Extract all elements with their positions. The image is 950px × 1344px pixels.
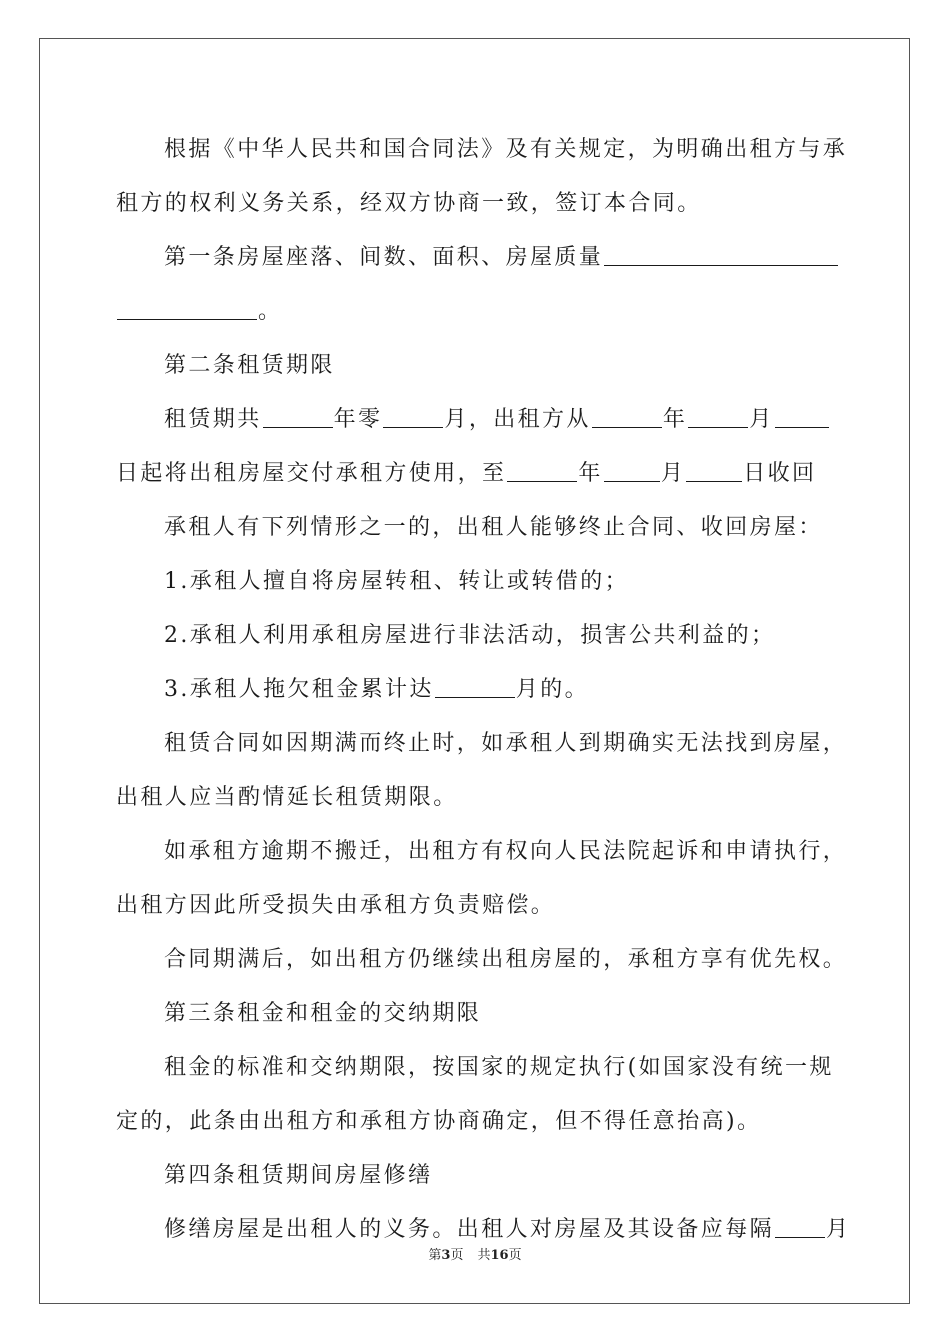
blank-field-start-day[interactable]	[775, 405, 829, 428]
blank-field-overdue-months[interactable]	[435, 675, 515, 698]
blank-field-start-year[interactable]	[592, 405, 662, 428]
termination-conditions: 承租人有下列情形之一的，出租人能够终止合同、收回房屋：	[164, 515, 823, 540]
condition-item-3: 3.承租人拖欠租金累计达 月的。	[164, 677, 589, 702]
page-footer: 第3页 共16页	[428, 1248, 522, 1263]
overdue-paragraph-line-1: 如承租方逾期不搬迁，出租方有权向人民法院起诉和申请执行，	[164, 839, 848, 864]
blank-field-end-day[interactable]	[686, 459, 742, 482]
blank-field-house-details[interactable]	[604, 243, 838, 266]
condition-item-2: 2.承租人利用承租房屋进行非法活动，损害公共利益的；	[164, 623, 776, 648]
overdue-paragraph-line-2: 出租方因此所受损失由承租方负责赔偿。	[116, 893, 556, 918]
article-2-heading: 第二条租赁期限	[164, 353, 335, 378]
rent-paragraph-line-2: 定的，此条由出租方和承租方协商确定，但不得任意抬高)。	[116, 1109, 762, 1134]
blank-field-end-month[interactable]	[604, 459, 660, 482]
repair-paragraph-line-1: 修缮房屋是出租人的义务。出租人对房屋及其设备应每隔 月	[164, 1217, 851, 1242]
priority-paragraph: 合同期满后，如出租方仍继续出租房屋的，承租方享有优先权。	[164, 947, 848, 972]
article-4-heading: 第四条租赁期间房屋修缮	[164, 1163, 433, 1188]
paragraph-intro-line-2: 租方的权利义务关系，经双方协商一致，签订本合同。	[116, 191, 702, 216]
paragraph-intro-line-1: 根据《中华人民共和国合同法》及有关规定，为明确出租方与承	[164, 137, 848, 162]
condition-item-1: 1.承租人擅自将房屋转租、转让或转借的；	[164, 569, 629, 594]
lease-term-line-2: 日起将出租房屋交付承租方使用，至 年 月 日收回	[116, 461, 817, 486]
article-1-heading: 第一条房屋座落、间数、面积、房屋质量	[164, 234, 839, 282]
blank-field-start-month[interactable]	[688, 405, 748, 428]
blank-field-end-year[interactable]	[507, 459, 577, 482]
article-1-line-2: 。	[116, 288, 282, 336]
blank-field-years[interactable]	[263, 405, 333, 428]
blank-field-house-details-cont[interactable]	[117, 297, 257, 320]
blank-field-repair-interval[interactable]	[775, 1215, 825, 1238]
article-3-heading: 第三条租金和租金的交纳期限	[164, 1001, 482, 1026]
current-page-number: 3	[441, 1248, 451, 1263]
expiry-paragraph-line-2: 出租人应当酌情延长租赁期限。	[116, 785, 458, 810]
expiry-paragraph-line-1: 租赁合同如因期满而终止时，如承租人到期确实无法找到房屋，	[164, 731, 848, 756]
blank-field-months[interactable]	[383, 405, 443, 428]
total-pages-number: 16	[490, 1248, 509, 1263]
lease-term-line-1: 租赁期共 年零 月，出租方从 年 月	[164, 396, 830, 444]
rent-paragraph-line-1: 租金的标准和交纳期限，按国家的规定执行(如国家没有统一规	[164, 1055, 834, 1080]
